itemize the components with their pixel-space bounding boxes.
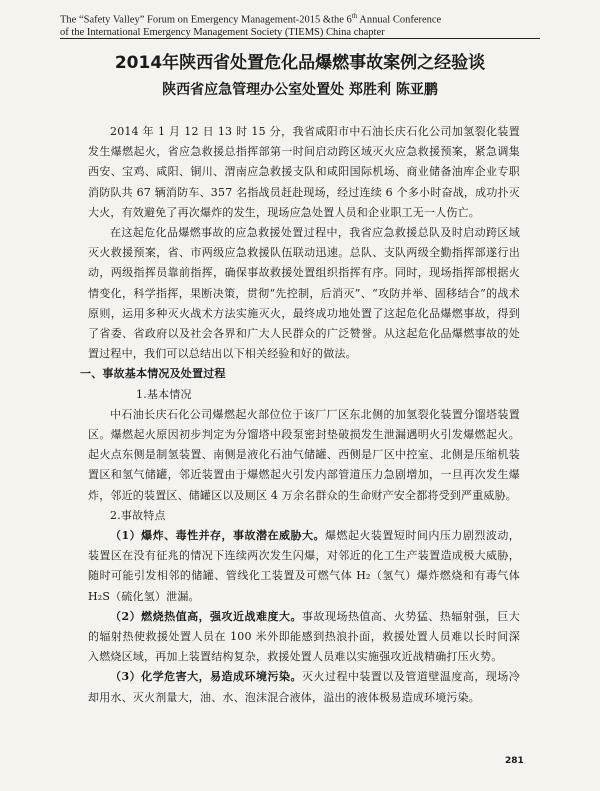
- paper-body: [80, 122, 521, 708]
- paragraph-intro: 2014 年 1 月 12 日 13 时 15 分，我省咸阳市中石油长庆石化公司加氢裂化装置发生爆燃起火，省应急救援总指挥部第一时间启动跨区域灭火应急救援预案，紧急调集西安、宝鸡、咸阳、铜川、渭南应急救援支队和咸阳国际机场、商业储备油库企业专职消防队共 67 辆消防车、357 名指战员赶赴现场，经过连续 6 个多小时奋战，成功扑灭大火，有效避免了再次爆炸的发生，现场应急处置人员和企业职工无一人伤亡。: [88, 125, 520, 219]
- running-header: [60, 10, 540, 39]
- paragraph-response: 在这起危化品爆燃事故的应急救援处置过程中，我省应急救援总队及时启动跨区域灭火救援预案，省、市两级应急救援队伍联动迅速。总队、支队两级全勤指挥部遂行出动，两级指挥员靠前指挥，确保事故救援处置组织指挥有序。同时，现场指挥部根据火情变化，科学指挥，果断决策，贯彻“先控制，后消灭”、“攻防并举、固移结合”的战术原则，运用多种灭火战术方法实施灭火，最终成功地处置了这起危化品爆燃事故，得到了省委、省政府以及社会各界和广大人民群众的广泛赞誉。从这起危化品爆燃事故的处置过程中，我们可以总结出以下相关经验和好的做法。: [88, 226, 520, 361]
- header-divider: [60, 38, 540, 39]
- paragraph-basic-info: 中石油长庆石化公司爆燃起火部位位于该厂厂区东北侧的加氢裂化装置分馏塔装置区。爆燃起火原因初步判定为分馏塔中段泵密封垫破损发生泄漏遇明火引发爆燃起火。起火点东侧是制氢装置、南侧是液化石油气储罐、西侧是厂区中控室、北侧是压缩机装置区和氢气储罐，邻近装置由于爆燃起火引发内部管道压力急剧增加，一旦再次发生爆炸，邻近的装置区、储罐区以及厕区 4 万余名群众的生命财产安全都将受到严重威胁。: [88, 407, 520, 502]
- subsection-basic-info: 1.基本情况: [136, 387, 192, 401]
- paragraph-characteristic-3: （3）化学危害大，易造成环境污染。灭火过程中装置以及管道壁温度高，现场冷却用水、灭火剂量大，油、水、泡沫混合液体，溢出的液体极易造成环境污染。: [88, 670, 520, 704]
- subsection-characteristics: 2.事故特点: [110, 508, 166, 522]
- header-line-2: of the International Emergency Management Society (TIEMS) China chapter: [60, 26, 385, 38]
- paragraph-characteristic-2: （2）燃烧热值高，强攻近战难度大。事故现场热值高、火势猛、热辐射强，巨大的辐射热使救援处置人员在 100 米外即能感到热浪扑面，救援处置人员难以长时间深入燃烧区域，再加上装置结构复杂，救援处置人员难以实施强攻近战精确打压火势。: [88, 609, 520, 664]
- paragraph-characteristic-1: （1）爆炸、毒性并存，事故潜在威胁大。爆燃起火装置短时间内压力剧烈波动，装置区在没有征兆的情况下连续两次发生闪爆，对邻近的化工生产装置造成极大威胁，随时可能引发相邻的储罐、管线化工装置及可燃气体 H₂（氢气）爆炸燃烧和有毒气体 H₂S（硫化氢）泄漏。: [88, 529, 521, 603]
- paper-authors: 陕西省应急管理办公室处置处 郑胜利 陈亚鹏: [162, 82, 438, 98]
- paper-title: 2014年陕西省处置危化品爆燃事故案例之经验谈: [114, 53, 486, 73]
- section-heading-1: 一、事故基本情况及处置过程: [80, 367, 226, 381]
- page-number: 281: [505, 756, 524, 766]
- header-line-1: The “Safety Valley” Forum on Emergency Management-2015 &the 6th Annual Conference: [60, 12, 442, 26]
